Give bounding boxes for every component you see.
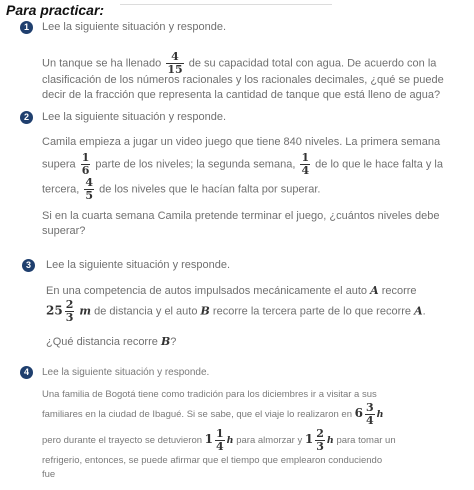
question-text-line: fue xyxy=(42,469,56,480)
question-number-badge: 3 xyxy=(22,259,35,272)
fraction: $\frac{1}{4}$ xyxy=(301,151,310,177)
question-text-line: Una familia de Bogotá tiene como tradición para los diciembres ir a visitar a sus xyxy=(42,389,377,400)
question-text-line: Si en la cuarta semana Camila pretende terminar el juego, ¿cuántos niveles debe xyxy=(42,210,440,222)
question-text-line: En una competencia de autos impulsados mecánicamente el auto A recorre xyxy=(46,284,417,297)
question-heading: Lee la siguiente situación y responde. xyxy=(42,367,210,378)
fraction: $\frac{1}{6}$ xyxy=(81,151,90,177)
question-text-line: tercera, $\frac{4}{5}$ de los niveles que le hacían falta por superar. xyxy=(42,176,321,202)
question-text-line: Camila empieza a jugar un video juego que tiene 840 niveles. La primera semana xyxy=(42,136,441,148)
question-text-line: clasificación de los números racionales y los racionales decimales, ¿qué se puede xyxy=(42,74,444,86)
question-text-line: familiares en la ciudad de Ibagué. Si se sabe, que el viaje lo realizaron en 6 $\frac{3}{4}$ h xyxy=(42,401,384,427)
question-text-line: Un tanque se ha llenado $\frac{4}{15}$ de su capacidad total con agua. De acuerdo con la xyxy=(42,50,437,76)
page-title: Para practicar: xyxy=(6,2,105,18)
fraction: $\frac{2}{3}$ xyxy=(65,298,74,324)
fraction: $\frac{1}{4}$ xyxy=(216,427,224,453)
question-heading: Lee la siguiente situación y responde. xyxy=(46,259,231,271)
question-text-line: decir de la fracción que representa la cantidad de tanque que está lleno de agua? xyxy=(42,89,441,101)
question-number-badge: 4 xyxy=(20,366,33,379)
fraction: $\frac{4}{5}$ xyxy=(85,176,94,202)
question-heading: Lee la siguiente situación y responde. xyxy=(42,111,227,123)
fraction: $\frac{4}{15}$ xyxy=(167,50,183,76)
question-text-line: 25 $\frac{2}{3}$ m de distancia y el auto B recorre la tercera parte de lo que recorre A. xyxy=(46,298,426,324)
question-heading: Lee la siguiente situación y responde. xyxy=(42,21,227,33)
question-text-line: refrigerio, entonces, se puede afirmar que el tiempo que emplearon conduciendo xyxy=(42,455,383,466)
divider xyxy=(120,4,332,5)
question-number-badge: 2 xyxy=(20,111,33,124)
question-text-line: pero durante el trayecto se detuvieron 1 $\frac{1}{4}$ h para almorzar y 1 $\frac{2}{3}$ h para tomar un xyxy=(42,427,396,453)
fraction: $\frac{3}{4}$ xyxy=(366,401,374,427)
question-text-line: ¿Qué distancia recorre B? xyxy=(46,335,177,348)
question-text-line: supera $\frac{1}{6}$ parte de los niveles; la segunda semana, $\frac{1}{4}$ de lo que le hace falta y la xyxy=(42,151,443,177)
fraction: $\frac{2}{3}$ xyxy=(316,427,324,453)
question-number-badge: 1 xyxy=(20,21,33,34)
question-text-line: superar? xyxy=(42,225,86,237)
